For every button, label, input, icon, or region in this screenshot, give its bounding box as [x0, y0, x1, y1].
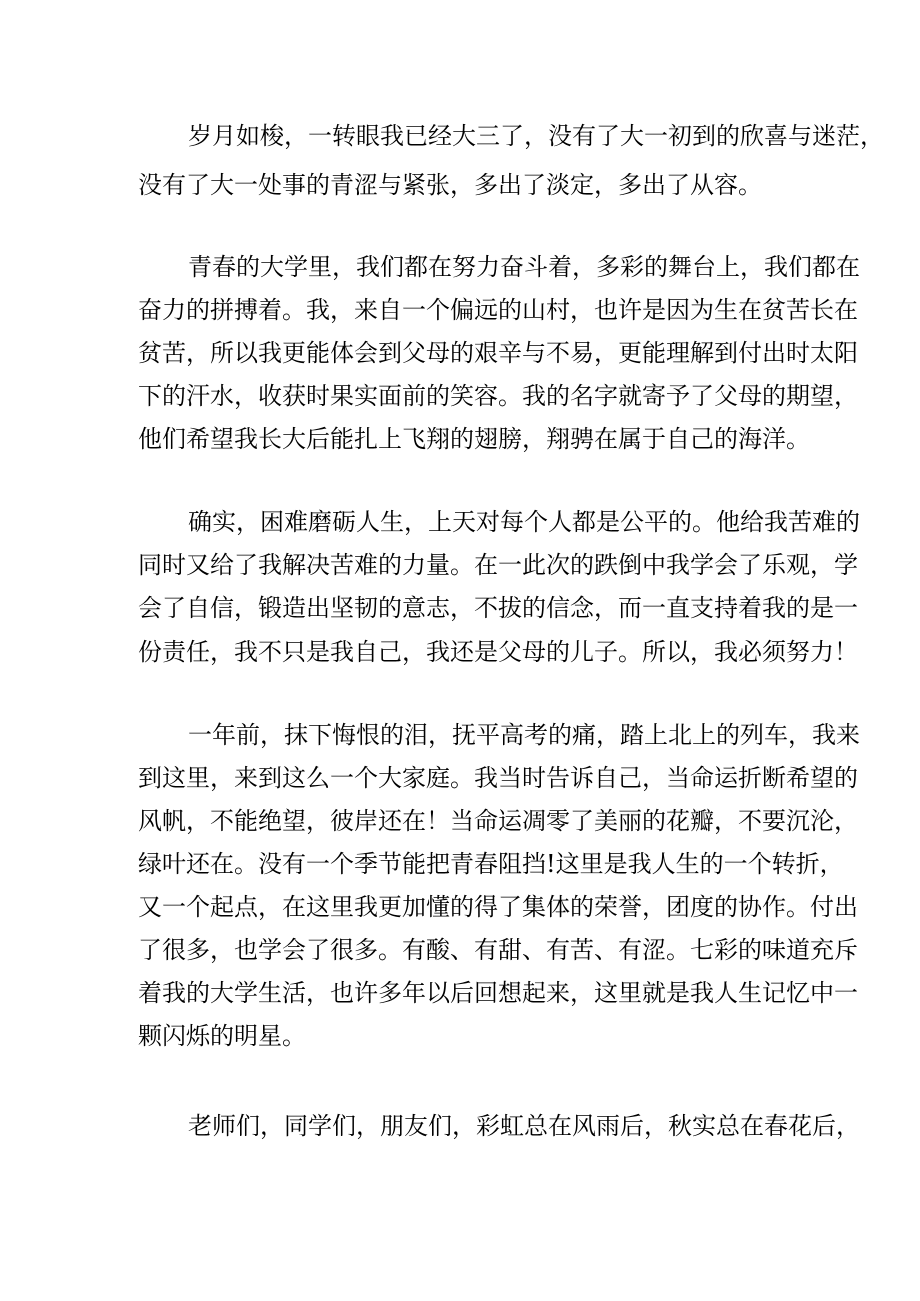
paragraph-line: 同时又给了我解决苦难的力量。在一此次的跌倒中我学会了乐观，学	[138, 551, 858, 579]
paragraph-line: 了很多，也学会了很多。有酸、有甜、有苦、有涩。七彩的味道充斥	[138, 936, 858, 964]
paragraph-line: 到这里，来到这么一个大家庭。我当时告诉自己，当命运折断希望的	[138, 764, 858, 792]
paragraph-line: 颗闪烁的明星。	[138, 1022, 306, 1050]
paragraph-line: 又一个起点，在这里我更加懂的得了集体的荣誉，团度的协作。付出	[138, 893, 858, 921]
paragraph-line: 贫苦，所以我更能体会到父母的艰辛与不易，更能理解到付出时太阳	[138, 339, 858, 367]
paragraph-line: 奋力的拼搏着。我，来自一个偏远的山村，也许是因为生在贫苦长在	[138, 296, 858, 324]
paragraph-line: 青春的大学里，我们都在努力奋斗着，多彩的舞台上，我们都在	[188, 253, 860, 281]
paragraph-line: 一年前，抹下悔恨的泪，抚平高考的痛，踏上北上的列车，我来	[188, 721, 860, 749]
paragraph-line: 着我的大学生活，也许多年以后回想起来，这里就是我人生记忆中一	[138, 979, 858, 1007]
paragraph-line: 没有了大一处事的青涩与紧张，多出了淡定，多出了从容。	[138, 171, 762, 199]
paragraph-line: 风帆，不能绝望，彼岸还在！当命运凋零了美丽的花瓣，不要沉沦，	[138, 807, 858, 835]
paragraph-line: 会了自信，锻造出坚韧的意志，不拔的信念，而一直支持着我的是一	[138, 594, 858, 622]
paragraph-line: 下的汗水，收获时果实面前的笑容。我的名字就寄予了父母的期望，	[138, 382, 858, 410]
paragraph-line: 他们希望我长大后能扎上飞翔的翅膀，翔骋在属于自己的海洋。	[138, 425, 810, 453]
paragraph-line: 老师们，同学们，朋友们，彩虹总在风雨后，秋实总在春花后，	[188, 1112, 860, 1140]
paragraph-line: 岁月如梭，一转眼我已经大三了，没有了大一初到的欣喜与迷茫，	[188, 122, 884, 150]
paragraph-line: 份责任，我不只是我自己，我还是父母的儿子。所以，我必须努力！	[138, 638, 858, 666]
paragraph-line: 绿叶还在。没有一个季节能把青春阻挡!这里是我人生的一个转折，	[138, 850, 844, 878]
paragraph-line: 确实，困难磨砺人生，上天对每个人都是公平的。他给我苦难的	[188, 508, 860, 536]
